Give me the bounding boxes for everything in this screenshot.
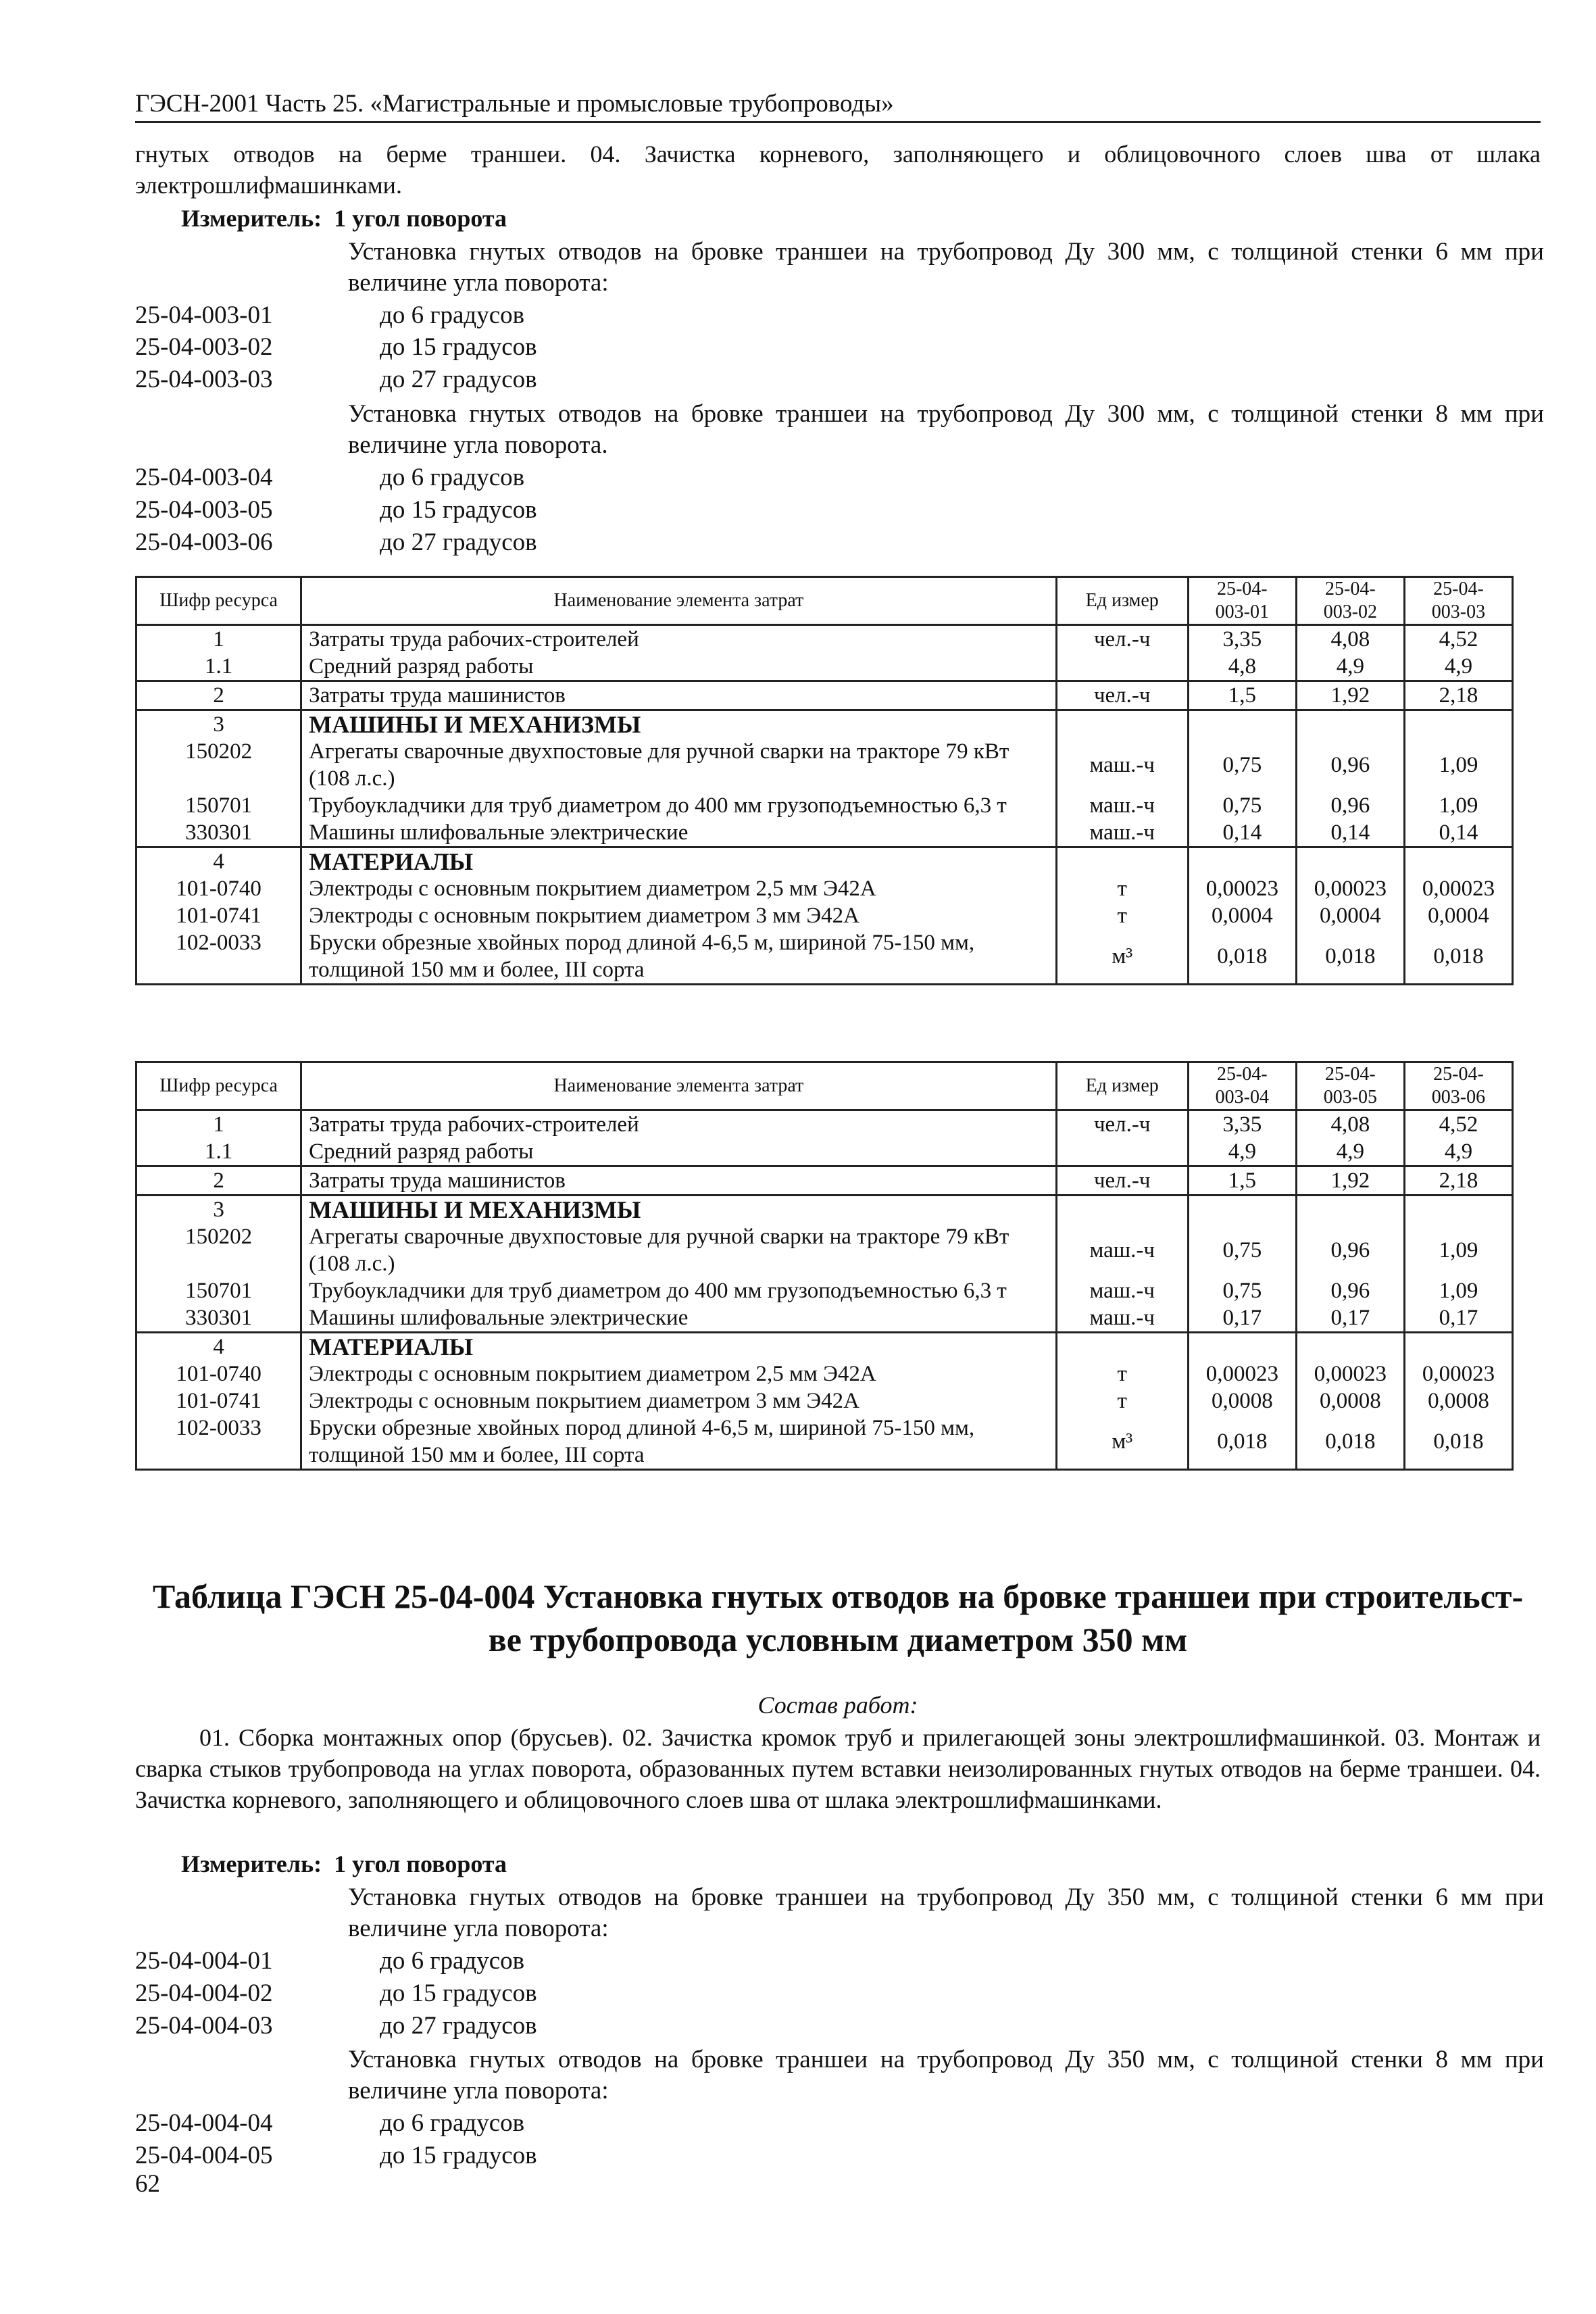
cell-value: [1188, 710, 1296, 739]
measure-label-1: Измеритель: 1 угол поворота: [181, 205, 507, 232]
cell-value: 0,14: [1404, 819, 1512, 847]
col-header-name: Наименование элемента затрат: [301, 577, 1057, 625]
cell-value: 4,9: [1296, 1138, 1404, 1166]
cell-code: 101-0741: [136, 1387, 301, 1414]
cell-name: Средний разряд работы: [301, 1138, 1057, 1166]
cell-value: 4,9: [1404, 653, 1512, 681]
table-row: [136, 1110, 1513, 1139]
resource-table-1: [135, 576, 1514, 985]
cell-code: 330301: [136, 819, 301, 847]
code-desc: до 15 градусов: [380, 496, 537, 524]
cell-name: Затраты труда машинистов: [301, 1166, 1057, 1196]
code-line: 25-04-003-05: [135, 496, 273, 524]
cell-value: 0,75: [1188, 792, 1296, 819]
code-line: 25-04-003-02: [135, 333, 273, 361]
col-header-value: 25-04- 003-06: [1404, 1062, 1512, 1110]
intro-1: Установка гнутых отводов на бровке траншеи на трубопровод Ду 300 мм, с толщиной стенки 6 мм при величине угла поворота:: [348, 238, 1544, 297]
cell-unit: т: [1056, 1387, 1188, 1414]
cell-code: 4: [136, 847, 301, 876]
measure-label-2: Измеритель: 1 угол поворота: [181, 1850, 507, 1877]
cell-name: Электроды с основным покрытием диаметром 3 мм Э42А: [301, 1387, 1057, 1414]
code-desc: до 6 градусов: [380, 1947, 525, 1975]
code-desc: до 27 градусов: [380, 528, 537, 556]
table-row: [136, 847, 1513, 876]
cell-value: [1404, 1196, 1512, 1224]
cell-value: 0,00023: [1188, 1360, 1296, 1387]
cell-name: Агрегаты сварочные двухпостовые для ручной сварки на тракторе 79 кВт (108 л.с.): [301, 1223, 1057, 1277]
table-row: [136, 1277, 1513, 1304]
col-header-value: 25-04- 003-01: [1188, 577, 1296, 625]
cell-value: 4,52: [1404, 625, 1512, 654]
page-number: 62: [135, 2170, 160, 2198]
top-text: гнутых отводов на берме траншеи. 04. Зачистка корневого, заполняющего и облицовочного слоев шва от шлака электрошлифмашинками.: [135, 141, 1541, 199]
cell-value: [1296, 847, 1404, 876]
cell-unit: маш.-ч: [1056, 738, 1188, 792]
cell-name: Затраты труда машинистов: [301, 681, 1057, 710]
cell-name: Средний разряд работы: [301, 653, 1057, 681]
table-row: [136, 710, 1513, 739]
col-header-unit: Ед измер: [1056, 1062, 1188, 1110]
table-row: [136, 1138, 1513, 1166]
code-line: 25-04-004-02: [135, 1979, 273, 2007]
cell-value: 0,018: [1296, 1414, 1404, 1470]
table-row: [136, 875, 1513, 902]
section-title: Таблица ГЭСН 25-04-004 Установка гнутых отводов на бровке траншеи при строительст- ве трубопровода условным диаметром 350 мм: [152, 1577, 1524, 1658]
code-desc: до 27 градусов: [380, 2012, 537, 2040]
code-line: 25-04-004-03: [135, 2012, 273, 2040]
cell-name: Агрегаты сварочные двухпостовые для ручной сварки на тракторе 79 кВт (108 л.с.): [301, 738, 1057, 792]
cell-name: Бруски обрезные хвойных пород длиной 4-6,5 м, шириной 75-150 мм, толщиной 150 мм и более, III сорта: [301, 929, 1057, 985]
cell-code: 1.1: [136, 653, 301, 681]
cell-code: 2: [136, 1166, 301, 1196]
running-header: ГЭСН-2001 Часть 25. «Магистральные и промысловые трубопроводы»: [135, 89, 1541, 123]
cell-value: [1296, 710, 1404, 739]
cell-value: 0,018: [1404, 1414, 1512, 1470]
cell-unit: [1056, 653, 1188, 681]
cell-value: 0,0008: [1188, 1387, 1296, 1414]
works-text: 01. Сборка монтажных опор (брусьев). 02. Зачистка кромок труб и прилегающей зоны электрошлифмашинкой. 03. Монтаж и сварка стыков трубопровода на углах поворота, образованных путем вставки неизолированных гнутых отводов на берме траншеи. 04. Зачистка корневого, заполняющего и облицовочного слоев шва от шлака электрошлифмашинками.: [135, 1724, 1541, 1813]
cell-name: Машины шлифовальные электрические: [301, 1304, 1057, 1333]
cell-value: 1,92: [1296, 1166, 1404, 1196]
table-row: [136, 902, 1513, 929]
cell-code: 101-0740: [136, 875, 301, 902]
cell-value: [1188, 1196, 1296, 1224]
cell-value: 4,8: [1188, 653, 1296, 681]
table-row: [136, 1387, 1513, 1414]
cell-code: 2: [136, 681, 301, 710]
cell-value: 4,08: [1296, 1110, 1404, 1139]
cell-value: [1296, 1196, 1404, 1224]
code-line: 25-04-004-04: [135, 2109, 273, 2137]
cell-value: 1,09: [1404, 1277, 1512, 1304]
cell-code: 150701: [136, 1277, 301, 1304]
cell-value: 0,0004: [1188, 902, 1296, 929]
cell-value: 4,9: [1296, 653, 1404, 681]
col-header-value: 25-04- 003-02: [1296, 577, 1404, 625]
cell-unit: [1056, 847, 1188, 876]
cell-name: Затраты труда рабочих-строителей: [301, 1110, 1057, 1139]
cell-value: 0,018: [1404, 929, 1512, 985]
cell-unit: чел.-ч: [1056, 1166, 1188, 1196]
col-header-name: Наименование элемента затрат: [301, 1062, 1057, 1110]
table-row: [136, 1196, 1513, 1224]
cell-name: МАТЕРИАЛЫ: [301, 1333, 1057, 1361]
cell-value: 0,00023: [1296, 1360, 1404, 1387]
cell-value: 0,0008: [1404, 1387, 1512, 1414]
cell-value: 0,00023: [1404, 1360, 1512, 1387]
cell-value: [1404, 1333, 1512, 1361]
cell-unit: т: [1056, 875, 1188, 902]
table-row: [136, 1360, 1513, 1387]
cell-name: Бруски обрезные хвойных пород длиной 4-6,5 м, шириной 75-150 мм, толщиной 150 мм и более, III сорта: [301, 1414, 1057, 1470]
cell-code: 150202: [136, 738, 301, 792]
table-row: [136, 653, 1513, 681]
code-line: 25-04-003-06: [135, 528, 273, 556]
cell-name: МАШИНЫ И МЕХАНИЗМЫ: [301, 710, 1057, 739]
cell-value: 3,35: [1188, 1110, 1296, 1139]
works-label: Состав работ:: [757, 1692, 918, 1719]
cell-value: [1404, 710, 1512, 739]
cell-value: [1188, 1333, 1296, 1361]
cell-value: [1404, 847, 1512, 876]
col-header-value: 25-04- 003-03: [1404, 577, 1512, 625]
cell-value: 4,08: [1296, 625, 1404, 654]
table-row: [136, 1223, 1513, 1277]
cell-value: [1296, 1333, 1404, 1361]
cell-value: 0,17: [1296, 1304, 1404, 1333]
cell-name: Электроды с основным покрытием диаметром 2,5 мм Э42А: [301, 1360, 1057, 1387]
code-desc: до 27 градусов: [380, 366, 537, 393]
cell-code: 101-0740: [136, 1360, 301, 1387]
cell-unit: т: [1056, 1360, 1188, 1387]
code-desc: до 6 градусов: [380, 464, 525, 491]
cell-value: 0,018: [1188, 929, 1296, 985]
cell-value: 1,92: [1296, 681, 1404, 710]
cell-unit: т: [1056, 902, 1188, 929]
cell-code: 101-0741: [136, 902, 301, 929]
cell-unit: [1056, 1138, 1188, 1166]
table-row: [136, 1414, 1513, 1470]
cell-unit: маш.-ч: [1056, 1304, 1188, 1333]
intro-4: Установка гнутых отводов на бровке траншеи на трубопровод Ду 350 мм, с толщиной стенки 8 мм при величине угла поворота:: [348, 2046, 1544, 2104]
cell-unit: чел.-ч: [1056, 681, 1188, 710]
col-header-unit: Ед измер: [1056, 577, 1188, 625]
cell-unit: маш.-ч: [1056, 819, 1188, 847]
cell-unit: [1056, 1196, 1188, 1224]
cell-value: 1,09: [1404, 738, 1512, 792]
cell-code: 1.1: [136, 1138, 301, 1166]
cell-value: 0,96: [1296, 1223, 1404, 1277]
intro-2: Установка гнутых отводов на бровке траншеи на трубопровод Ду 300 мм, с толщиной стенки 8 мм при величине угла поворота.: [348, 400, 1544, 459]
code-line: 25-04-004-01: [135, 1947, 273, 1975]
table-row: [136, 1166, 1513, 1196]
cell-value: 0,00023: [1404, 875, 1512, 902]
cell-value: 4,52: [1404, 1110, 1512, 1139]
code-desc: до 6 градусов: [380, 2109, 525, 2137]
cell-value: 0,0008: [1296, 1387, 1404, 1414]
cell-code: 1: [136, 625, 301, 654]
cell-value: 1,5: [1188, 681, 1296, 710]
table-row: [136, 738, 1513, 792]
cell-value: 0,14: [1188, 819, 1296, 847]
cell-value: 1,09: [1404, 1223, 1512, 1277]
cell-value: 0,00023: [1296, 875, 1404, 902]
cell-code: 102-0033: [136, 1414, 301, 1470]
cell-name: Трубоукладчики для труб диаметром до 400 мм грузоподъемностью 6,3 т: [301, 1277, 1057, 1304]
cell-value: 0,0004: [1296, 902, 1404, 929]
cell-unit: маш.-ч: [1056, 1223, 1188, 1277]
cell-value: 0,00023: [1188, 875, 1296, 902]
col-header-code: Шифр ресурса: [136, 1062, 301, 1110]
cell-value: [1188, 847, 1296, 876]
cell-value: 0,96: [1296, 738, 1404, 792]
cell-code: 4: [136, 1333, 301, 1361]
cell-name: МАШИНЫ И МЕХАНИЗМЫ: [301, 1196, 1057, 1224]
cell-value: 0,75: [1188, 1277, 1296, 1304]
cell-value: 0,17: [1404, 1304, 1512, 1333]
code-desc: до 15 градусов: [380, 333, 537, 361]
cell-unit: чел.-ч: [1056, 625, 1188, 654]
resource-table-2: [135, 1061, 1514, 1471]
code-line: 25-04-004-05: [135, 2142, 273, 2169]
cell-value: 0,018: [1188, 1414, 1296, 1470]
cell-unit: маш.-ч: [1056, 1277, 1188, 1304]
col-header-value: 25-04- 003-04: [1188, 1062, 1296, 1110]
cell-unit: [1056, 1333, 1188, 1361]
cell-value: 1,09: [1404, 792, 1512, 819]
table-row: [136, 681, 1513, 710]
cell-name: МАТЕРИАЛЫ: [301, 847, 1057, 876]
cell-code: 3: [136, 710, 301, 739]
table-row: [136, 1304, 1513, 1333]
code-desc: до 15 градусов: [380, 1979, 537, 2007]
cell-value: 0,17: [1188, 1304, 1296, 1333]
cell-value: 0,96: [1296, 792, 1404, 819]
cell-value: 0,0004: [1404, 902, 1512, 929]
cell-value: 0,14: [1296, 819, 1404, 847]
cell-code: 1: [136, 1110, 301, 1139]
cell-value: 3,35: [1188, 625, 1296, 654]
col-header-code: Шифр ресурса: [136, 577, 301, 625]
cell-value: 0,96: [1296, 1277, 1404, 1304]
col-header-value: 25-04- 003-05: [1296, 1062, 1404, 1110]
code-line: 25-04-003-03: [135, 366, 273, 393]
table-row: [136, 929, 1513, 985]
table-row: [136, 1333, 1513, 1361]
cell-unit: м³: [1056, 1414, 1188, 1470]
cell-value: 2,18: [1404, 681, 1512, 710]
code-line: 25-04-003-04: [135, 464, 273, 491]
cell-name: Электроды с основным покрытием диаметром 3 мм Э42А: [301, 902, 1057, 929]
cell-code: 102-0033: [136, 929, 301, 985]
cell-unit: чел.-ч: [1056, 1110, 1188, 1139]
intro-3: Установка гнутых отводов на бровке траншеи на трубопровод Ду 350 мм, с толщиной стенки 6 мм при величине угла поворота:: [348, 1884, 1544, 1942]
cell-value: 4,9: [1188, 1138, 1296, 1166]
cell-value: 1,5: [1188, 1166, 1296, 1196]
cell-unit: [1056, 710, 1188, 739]
cell-name: Машины шлифовальные электрические: [301, 819, 1057, 847]
code-line: 25-04-003-01: [135, 301, 273, 329]
cell-code: 150202: [136, 1223, 301, 1277]
cell-code: 150701: [136, 792, 301, 819]
table-row: [136, 625, 1513, 654]
cell-value: 0,75: [1188, 1223, 1296, 1277]
cell-code: 330301: [136, 1304, 301, 1333]
table-row: [136, 819, 1513, 847]
table-row: [136, 792, 1513, 819]
cell-name: Электроды с основным покрытием диаметром 2,5 мм Э42А: [301, 875, 1057, 902]
code-desc: до 15 градусов: [380, 2142, 537, 2169]
cell-value: 0,75: [1188, 738, 1296, 792]
cell-name: Трубоукладчики для труб диаметром до 400 мм грузоподъемностью 6,3 т: [301, 792, 1057, 819]
cell-value: 0,018: [1296, 929, 1404, 985]
cell-value: 2,18: [1404, 1166, 1512, 1196]
code-desc: до 6 градусов: [380, 301, 525, 329]
cell-unit: маш.-ч: [1056, 792, 1188, 819]
cell-value: 4,9: [1404, 1138, 1512, 1166]
cell-unit: м³: [1056, 929, 1188, 985]
cell-code: 3: [136, 1196, 301, 1224]
cell-name: Затраты труда рабочих-строителей: [301, 625, 1057, 654]
